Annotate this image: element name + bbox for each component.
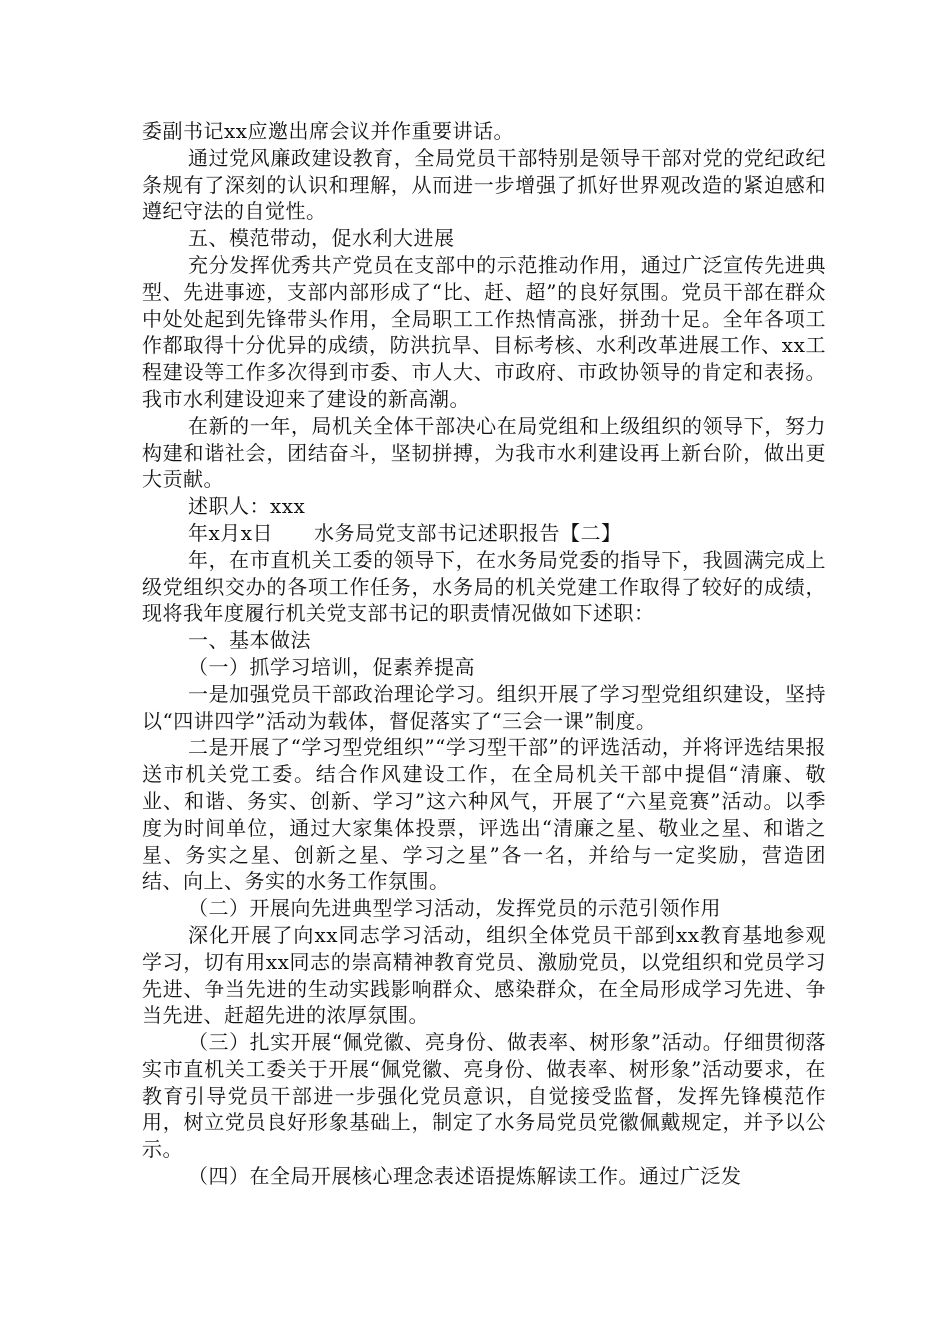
subsection-heading: （二）开展向先进典型学习活动，发挥党员的示范引领作用 bbox=[188, 896, 721, 921]
subsection-heading: （一）抓学习培训，促素养提高 bbox=[188, 654, 475, 679]
paragraph: 一是加强党员干部政治理论学习。组织开展了学习型党组织建设，坚持以“四讲四学”活动为载体，督促落实了“三会一课”制度。 bbox=[142, 681, 826, 733]
section-heading: 一、基本做法 bbox=[188, 628, 311, 653]
paragraph: 充分发挥优秀共产党员在支部中的示范推动作用，通过广泛宣传先进典型、先进事迹，支部内部形成了“比、赶、超”的良好氛围。党员干部在群众中处处起到先锋带头作用，全局职工工作热情高涨，拼劲十足。全年各项工作都取得十分优异的成绩，防洪抗旱、目标考核、水利改革进展工作、xx工程建设等工作多次得到市委、市人大、市政府、市政协领导的肯定和表扬。我市水利建设迎来了建设的新高潮。 bbox=[142, 252, 826, 411]
paragraph: 在新的一年，局机关全体干部决心在局党组和上级组织的领导下，努力构建和谐社会，团结奋斗，坚韧拼搏，为我市水利建设再上新台阶，做出更大贡献。 bbox=[142, 413, 826, 492]
paragraph: 年，在市直机关工委的领导下，在水务局党委的指导下，我圆满完成上级党组织交办的各项工作任务，水务局的机关党建工作取得了较好的成绩，现将我年度履行机关党支部书记的职责情况做如下述职： bbox=[142, 547, 826, 626]
paragraph: 二是开展了“学习型党组织”“学习型干部”的评选活动，并将评选结果报送市机关党工委。结合作风建设工作，在全局机关干部中提倡“清廉、敬业、和谐、务实、创新、学习”这六种风气，开展了“六星竞赛”活动。以季度为时间单位，通过大家集体投票，评选出“清廉之星、敬业之星、和谐之星、务实之星、创新之星、学习之星”各一名，并给与一定奖励，营造团结、向上、务实的水务工作氛围。 bbox=[142, 735, 826, 894]
paragraph: 通过党风廉政建设教育，全局党员干部特别是领导干部对党的党纪政纪条规有了深刻的认识和理解，从而进一步增强了抓好世界观改造的紧迫感和遵纪守法的自觉性。 bbox=[142, 145, 826, 224]
paragraph: 委副书记xx应邀出席会议并作重要讲话。 bbox=[142, 119, 515, 143]
date-and-report-title: 年x月x日 水务局党支部书记述职报告【二】 bbox=[188, 520, 622, 545]
paragraph: （三）扎实开展“佩党徽、亮身份、做表率、树形象”活动。仔细贯彻落实市直机关工委关于开展“佩党徽、亮身份、做表率、树形象”活动要求，在教育引导党员干部进一步强化党员意识，自觉接受监督，发挥先锋模范作用，树立党员良好形象基础上，制定了水务局党员党徽佩戴规定，并予以公示。 bbox=[142, 1030, 826, 1162]
document-page bbox=[142, 118, 826, 1190]
paragraph: （四）在全局开展核心理念表述语提炼解读工作。通过广泛发 bbox=[188, 1164, 742, 1189]
paragraph: 深化开展了向xx同志学习活动，组织全体党员干部到xx教育基地参观学习，切有用xx同志的崇高精神教育党员、激励党员，以党组织和党员学习先进、争当先进的生动实践影响群众、感染群众，在全局形成学习先进、争当先进、赶超先进的浓厚氛围。 bbox=[142, 922, 826, 1028]
section-heading: 五、模范带动，促水利大进展 bbox=[188, 226, 455, 251]
signature-line: 述职人：xxx bbox=[188, 494, 306, 519]
